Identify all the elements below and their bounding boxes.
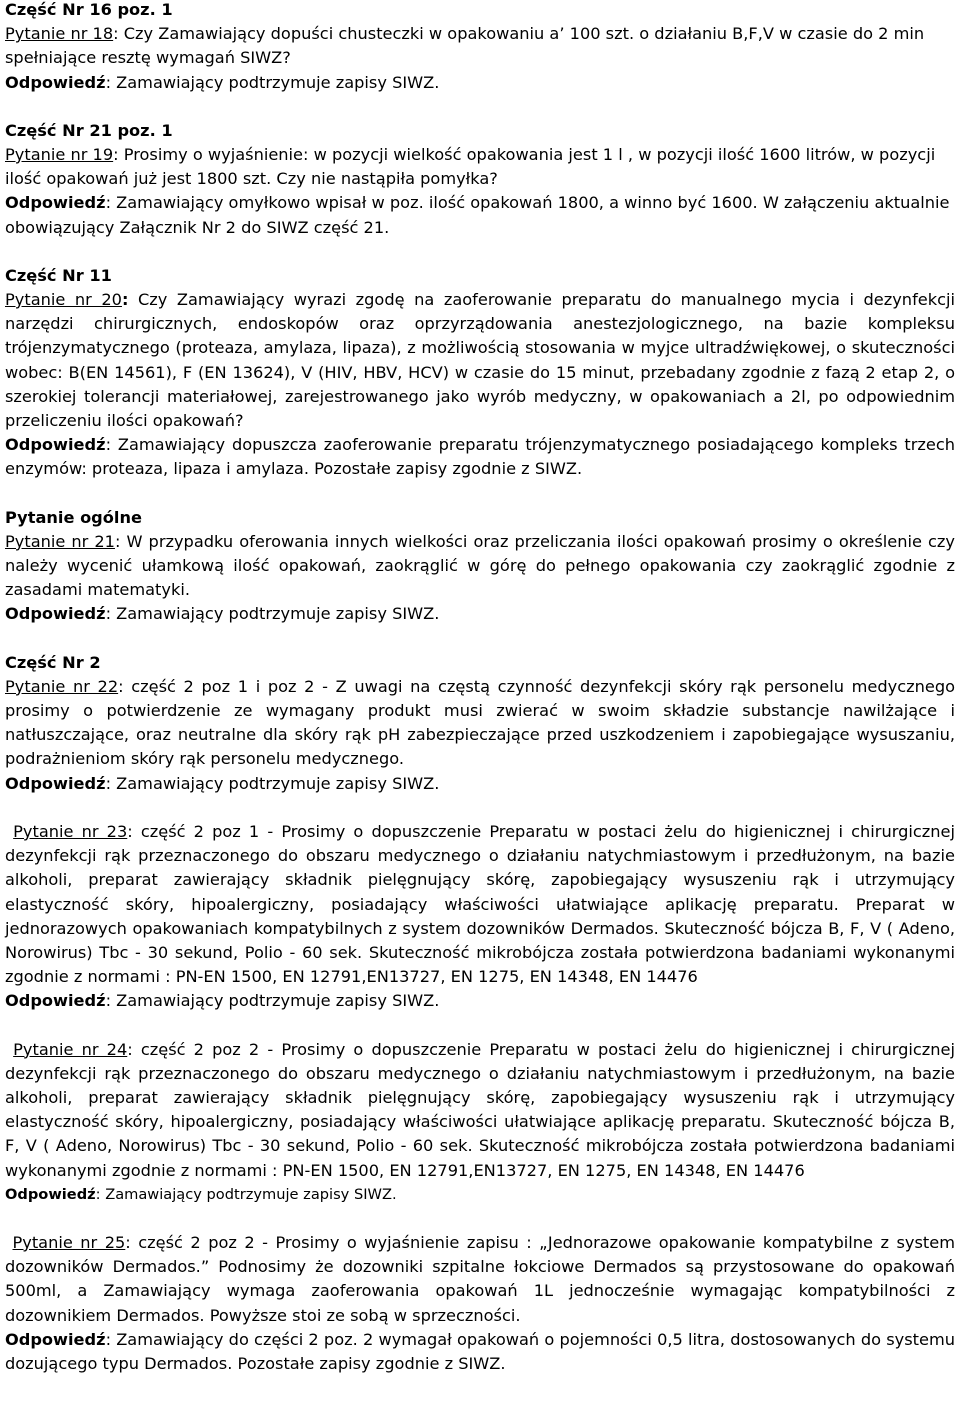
answer-label: Odpowiedź: [5, 193, 106, 213]
answer-21: [5, 602, 955, 626]
answer-25: [5, 1328, 955, 1376]
question-22: [5, 675, 955, 772]
question-20: Pytanie nr 20: Czy Zamawiający wyrazi zgodę na zaoferowanie preparatu do manualnego mycia i dezynfekcji narzędzi chirurgicznych, endoskopów oraz oprzyrządowania anestezjologicznego, na bazie kompleksu trójenzymatycznego (proteaza, amylaza, lipaza), z możliwością stosowania w myjce ultradźwiękowej, o skuteczności wobec: B(EN 14561), F (EN 13624), V (HIV, HBV, HCV) w czasie do 15 minut, przebadany zgodnie z fazą 2 etap 2, o szerokiej tolerancji materiałowej, zarejestrowanego jako wyrób medyczny, w opakowaniach a 2l, po odpowiednim przeliczeniu ilości opakowań?: [5, 290, 955, 431]
question-text: : W przypadku oferowania innych wielkości oraz przeliczania ilości opakowań prosimy o określenie czy należy wycenić ułamkową ilość opakowań, zaokrąglić w górę do pełnego opakowania czy zaokrąglić zgodnie z zasadami matematyki.: [5, 531, 955, 600]
answer-label: Odpowiedź: [5, 435, 106, 455]
section-part-11: [5, 264, 955, 482]
question-label: Pytanie nr 24: [13, 1039, 128, 1059]
answer-label: Odpowiedź: [5, 604, 106, 624]
answer-19: [5, 191, 955, 239]
question-text: Czy Zamawiający wyrazi zgodę na zaoferowanie preparatu do manualnego mycia i dezynfekcji narzędzi chirurgicznych, endoskopów oraz oprzyrządowania anestezjologicznego, na bazie kompleksu trójenzymatycznego (proteaza, amylaza, lipaza), z możliwością stosowania w myjce ultradźwiękowej, o skuteczności wobec: B(EN 14561), F (EN 13624), V (HIV, HBV, HCV) w czasie do 15 minut, przebadany zgodnie z fazą 2 etap 2, o szerokiej tolerancji materiałowej, zarejestrowanego jako wyrób medyczny, w opakowaniach a 2l, po odpowiednim przeliczeniu ilości opakowań?: [5, 290, 955, 431]
answer-22: [5, 772, 955, 796]
answer-text: : Zamawiający podtrzymuje zapisy SIWZ.: [105, 604, 440, 624]
document-page: [5, 0, 955, 1376]
answer-label: Odpowiedź: [5, 991, 106, 1011]
answer-text: : Zamawiający podtrzymuje zapisy SIWZ.: [105, 72, 440, 92]
section-heading: Część Nr 11: [5, 265, 112, 285]
answer-text: : Zamawiający dopuszcza zaoferowanie preparatu trójenzymatycznego posiadającego kompleks trzech enzymów: proteaza, lipaza i amylaza. Pozostałe zapisy zgodnie z SIWZ.: [5, 435, 955, 479]
answer-24: [5, 1183, 955, 1207]
answer-label: Odpowiedź: [5, 773, 106, 793]
question-24: [5, 1038, 955, 1183]
question-18: [5, 22, 955, 70]
answer-label: Odpowiedź: [5, 72, 106, 92]
question-text: : część 2 poz 2 - Prosimy o wyjaśnienie zapisu : „Jednorazowe opakowanie kompatybilne z system dozowników Dermados.” Podnosimy że dozowniki szpitalne łokciowe Dermados są przystosowane do opakowań 500ml, a Zamawiający wymaga zaoferowania opakowań 1L jednocześnie wymagając kompatybilności z dozownikiem Dermados. Powyższe stoi ze sobą w sprzeczności.: [5, 1232, 955, 1325]
answer-label: Odpowiedź: [5, 1329, 106, 1349]
question-label: Pytanie nr 20: [5, 290, 122, 310]
question-19: [5, 143, 955, 191]
answer-text: : Zamawiający podtrzymuje zapisy SIWZ.: [105, 991, 440, 1011]
section-general-question: [5, 506, 955, 627]
question-text: : Czy Zamawiający dopuści chusteczki w opakowaniu a’ 100 szt. o działaniu B,F,V w czasie do 2 min spełniające resztę wymagań SIWZ?: [5, 24, 925, 68]
answer-text: : Zamawiający omyłkowo wpisał w poz. ilość opakowań 1800, a winno być 1600. W załączeniu aktualnie obowiązujący Załącznik Nr 2 do SIWZ część 21.: [5, 193, 950, 237]
section-heading: Część Nr 16 poz. 1: [5, 0, 173, 19]
question-21: [5, 530, 955, 603]
question-text: : część 2 poz 1 - Prosimy o dopuszczenie Preparatu w postaci żelu do higienicznej i chirurgicznej dezynfekcji rąk przeznaczonego do obszaru medycznego o działaniu natychmiastowym i przedłużonym, na bazie alkoholi, preparat zawierający składnik pielęgnujący skórę, zapobiegający wysuszeniu rąk i utrzymujący elastyczność skóry, hipoalergiczny, posiadający właściwości ułatwiające aplikację preparatu. Preparat w jednorazowych opakowaniach kompatybilnych z system dozowników Dermados. Skuteczność bójcza B, F, V ( Adeno, Norowirus) Tbc - 30 sekund, Polio - 60 sek. Skuteczność mikrobójcza została potwierdzona badaniami wykonanymi zgodnie z normami : PN-EN 1500, EN 12791,EN13727, EN 1275, EN 14348, EN 14476: [5, 821, 955, 987]
section-heading: Część Nr 21 poz. 1: [5, 120, 173, 140]
question-label: Pytanie nr 23: [13, 821, 128, 841]
section-heading: Pytanie ogólne: [5, 507, 142, 527]
answer-text: : Zamawiający podtrzymuje zapisy SIWZ.: [95, 1185, 397, 1203]
section-part-16: [5, 0, 955, 95]
answer-18: [5, 71, 955, 95]
question-label: Pytanie nr 19: [5, 145, 114, 165]
section-part-21: [5, 119, 955, 240]
question-label: Pytanie nr 21: [5, 531, 115, 551]
question-text: : część 2 poz 2 - Prosimy o dopuszczenie Preparatu w postaci żelu do higienicznej i chirurgicznej dezynfekcji rąk przeznaczonego do obszaru medycznego o działaniu natychmiastowym i przedłużonym, na bazie alkoholi, preparat zawierający składnik pielęgnujący skórę, zapobiegający wysuszeniu rąk i utrzymujący elastyczność skóry, hipoalergiczny, posiadający właściwości ułatwiające aplikację preparatu. Skuteczność bójcza B, F, V ( Adeno, Norowirus) Tbc - 30 sekund, Polio - 60 sek. Skuteczność mikrobójcza została potwierdzona badaniami wykonanymi zgodnie z normami : PN-EN 1500, EN 12791,EN13727, EN 1275, EN 14348, EN 14476: [5, 1039, 955, 1180]
answer-label: Odpowiedź: [5, 1185, 96, 1203]
question-text: : część 2 poz 1 i poz 2 - Z uwagi na częstą czynność dezynfekcji skóry rąk personelu medycznego prosimy o potwierdzenie ze wymagany produkt musi zwierać w swoim składzie substancje nawilżające i natłuszczające, oraz neutralne dla skóry rąk pH zabezpieczające przed uszkodzeniem i zapobiegające wysuszaniu, podrażnieniom skóry rąk personelu medycznego.: [5, 676, 955, 769]
answer-text: : Zamawiający do części 2 poz. 2 wymagał opakowań o pojemności 0,5 litra, dostosowanych do systemu dozującego typu Dermados. Pozostałe zapisy zgodnie z SIWZ.: [5, 1329, 955, 1373]
section-heading: Część Nr 2: [5, 652, 101, 672]
question-text: : Prosimy o wyjaśnienie: w pozycji wielkość opakowania jest 1 l , w pozycji ilość 1600 litrów, w pozycji ilość opakowań już jest 1800 szt. Czy nie nastąpiła pomyłka?: [5, 145, 936, 189]
answer-20: [5, 433, 955, 481]
question-label: Pytanie nr 22: [5, 676, 119, 696]
question-label: Pytanie nr 25: [12, 1232, 126, 1252]
answer-text: : Zamawiający podtrzymuje zapisy SIWZ.: [105, 773, 440, 793]
question-25: [5, 1231, 955, 1328]
question-label: Pytanie nr 18: [5, 24, 114, 44]
question-23: [5, 820, 955, 989]
answer-23: [5, 989, 955, 1013]
section-part-2: [5, 651, 955, 1376]
